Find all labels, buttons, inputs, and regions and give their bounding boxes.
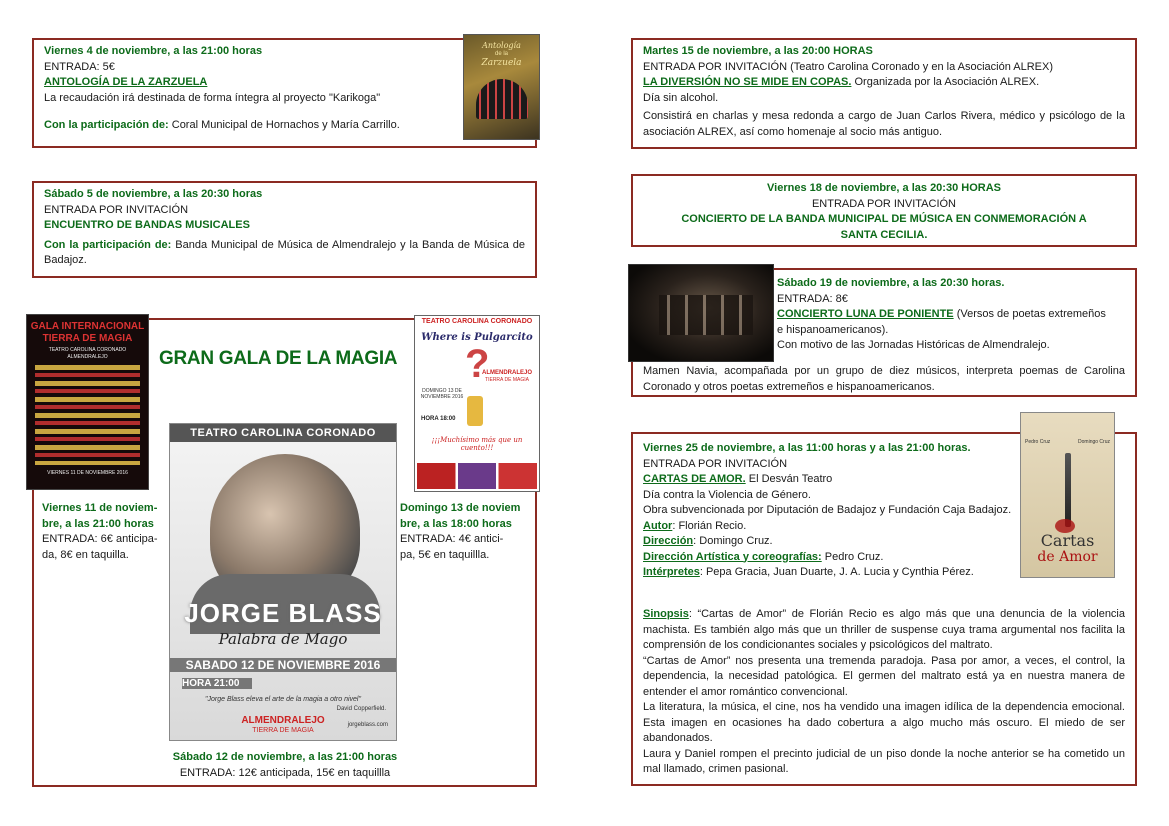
- event-title-line: [643, 472, 1015, 488]
- luna-details: [777, 276, 1129, 354]
- stage-performers: [659, 295, 753, 335]
- event-date-line2: bre, a las 21:00 horas: [42, 517, 154, 530]
- event-entry-line1: ENTRADA: 6€ anticipa-: [42, 533, 158, 545]
- event-title: CONCIERTO DE LA BANDA MUNICIPAL DE MÚSICA EN CONMEMORACIÓN A SANTA CECILIA.: [681, 213, 1087, 241]
- credit-director-label: Dirección: [643, 535, 694, 547]
- event-entry: ENTRADA: 5€: [44, 60, 115, 73]
- event-santa-cecilia: [631, 174, 1137, 247]
- zarzuela-poster-line1: Antología: [482, 41, 521, 50]
- cartas-synopsis: [643, 607, 1125, 778]
- event-title: ENCUENTRO DE BANDAS MUSICALES: [44, 219, 250, 231]
- cartas-poster-title2: de Amor: [1037, 549, 1098, 565]
- gala-poster-footer: VIERNES 11 DE NOVIEMBRE 2016: [47, 470, 128, 476]
- blass-poster-name: JORGE BLASS: [184, 598, 382, 628]
- zarzuela-poster-line3: Zarzuela: [481, 58, 522, 68]
- participation-label: Con la participación de:: [44, 119, 169, 131]
- question-mark-icon: ?: [465, 342, 490, 386]
- synopsis-text-4: Laura y Daniel rompen el precinto judicial de un piso donde la noche anterior se ha cometido un mal llamado, crimen pasional.: [643, 747, 1125, 775]
- event-entry: ENTRADA: 8€: [777, 292, 848, 305]
- event-bandas: [32, 181, 537, 278]
- credit-art: [643, 550, 1015, 566]
- event-participation: [44, 118, 525, 134]
- gala-poster-title1: GALA INTERNACIONAL: [30, 321, 145, 332]
- event-date: Martes 15 de noviembre, a las 20:00 HORAS: [643, 45, 873, 57]
- synopsis-label: Sinopsis: [643, 608, 689, 620]
- blass-poster-time: HORA 21:00: [182, 678, 252, 689]
- event-subtitle: (Versos de poetas extremeños: [956, 308, 1106, 320]
- credit-cast-label: Intérpretes: [643, 566, 700, 578]
- event-date-line1: Domingo 13 de noviem: [400, 502, 521, 514]
- event-title: CONCIERTO LUNA DE PONIENTE: [777, 308, 954, 320]
- concert-photo: [628, 264, 774, 362]
- pulg-poster-brand1: ALMENDRALEJO: [481, 370, 532, 376]
- event-date: Viernes 25 de noviembre, a las 11:00 horas y a las 21:00 horas.: [643, 442, 971, 454]
- event-entry-line2: da, 8€ en taquilla.: [42, 548, 129, 561]
- luna-description: Mamen Navia, acompañada por un grupo de diez músicos, interpreta poemas de Carolina Coronado y otros poetas extremeños e hispanoamericanos.: [643, 365, 1125, 393]
- blass-poster-brand1: ALMENDRALEJO: [241, 715, 325, 726]
- gala-poster-title2: TIERRA DE MAGIA: [42, 333, 133, 344]
- credit-author: [643, 519, 1015, 535]
- gala-poster-theatre: TEATRO CAROLINA CORONADO: [48, 347, 127, 353]
- participation-text: Coral Municipal de Hornachos y María Carrillo.: [171, 119, 400, 131]
- pulg-poster-title: Where is Pulgarcito: [421, 332, 533, 343]
- event-entry: ENTRADA POR INVITACIÓN: [44, 203, 189, 216]
- event-date-line1: Viernes 11 de noviem-: [42, 502, 158, 514]
- credit-director: [643, 534, 1015, 550]
- participation-text: Banda Municipal de Música de Almendralejo y la Banda de Música de Badajoz.: [44, 238, 526, 266]
- pulg-poster-brand2: TIERRA DE MAGIA: [485, 377, 529, 383]
- credit-cast: [643, 565, 1015, 581]
- event-entry: ENTRADA POR INVITACIÓN (Teatro Carolina Coronado y en la Asociación ALREX): [643, 60, 1054, 73]
- event-entry: ENTRADA: 12€ anticipada, 15€ en taquillla: [179, 766, 391, 779]
- blass-poster-subtitle: Palabra de Mago: [218, 630, 348, 648]
- pen-illustration: [1065, 453, 1071, 527]
- gala-poster: [26, 314, 149, 490]
- jorge-blass-poster: [169, 423, 397, 741]
- blass-poster-site: jorgeblass.com: [347, 722, 388, 728]
- synopsis-text-2: “Cartas de Amor” nos presenta una tremenda paradoja. Pasa por amor, a veces, el control, la dependencia, la necesidad patológica. El germen del maltrato está ya en nuestra manera de entender el amor romántico convencional.: [643, 654, 1125, 698]
- event-note: Día sin alcohol.: [643, 91, 719, 104]
- pulg-photo-strip: [417, 463, 537, 489]
- event-title: LA DIVERSIÓN NO SE MIDE EN COPAS.: [643, 76, 852, 88]
- event-entry-line2: pa, 5€ en taquillla.: [400, 548, 490, 561]
- cartas-poster: [1020, 412, 1115, 578]
- blass-poster-quote: "Jorge Blass eleva el arte de la magia a otro nivel": [205, 696, 361, 703]
- event-zarzuela: [32, 38, 537, 148]
- pulg-poster-time: HORA 18:00: [421, 416, 456, 422]
- credit-art-value: Pedro Cruz.: [824, 550, 884, 563]
- event-date: Sábado 19 de noviembre, a las 20:30 horas.: [777, 277, 1005, 289]
- event-description: Consistirá en charlas y mesa redonda a cargo de Juan Carlos Rivera, médico y psicólogo de la asociación ALREX, así como homenaje al socio más antiguo.: [643, 110, 1125, 138]
- blass-poster-date: SABADO 12 DE NOVIEMBRE 2016: [170, 658, 396, 672]
- event-gala-sunday: [400, 501, 536, 563]
- cartas-poster-name-right: Domingo Cruz: [1078, 439, 1110, 445]
- event-motive: Con motivo de las Jornadas Históricas de Almendralejo.: [777, 339, 1050, 351]
- blass-poster-brand2: TIERRA DE MAGIA: [252, 727, 314, 734]
- event-title: CARTAS DE AMOR.: [643, 473, 746, 485]
- event-subtitle-cont: e hispanoamericanos).: [777, 323, 889, 336]
- event-date: Sábado 12 de noviembre, a las 21:00 horas: [172, 751, 398, 763]
- event-date-line2: bre, a las 18:00 horas: [400, 517, 512, 530]
- event-date: Sábado 5 de noviembre, a las 20:30 horas: [44, 188, 263, 200]
- event-title-line: [777, 307, 1129, 323]
- pulgarcito-poster: [414, 315, 540, 492]
- synopsis-text-3: La literatura, la música, el cine, nos ha vendido una imagen idílica de la dependencia emocional. Esta imagen en ocasiones ha dado cobertura a algo mucho más oscuro. El miedo de ser abandonados.: [643, 701, 1125, 744]
- gala-poster-lineup: [35, 365, 140, 465]
- credit-art-label: Dirección Artística y coreografías:: [643, 550, 822, 563]
- event-title-line: [643, 75, 1125, 91]
- zarzuela-poster: [463, 34, 540, 140]
- gala-poster-town: ALMENDRALEJO: [67, 354, 108, 360]
- event-organizer: Organizada por la Asociación ALREX.: [854, 76, 1040, 88]
- magia-heading: GRAN GALA DE LA MAGIA: [159, 348, 398, 369]
- credit-director-value: : Domingo Cruz.: [693, 535, 773, 547]
- event-gala-friday: [42, 501, 172, 563]
- synopsis-text-1: : “Cartas de Amor” de Florián Recio es algo más que una denuncia de la violencia machista. Es también algo más que un thriller de suspense cuya trama argumental nos facilita la comprensión de los condicionantes sociales y psicológicos del maltrato.: [643, 608, 1125, 651]
- event-entry-line1: ENTRADA: 4€ antici-: [400, 533, 504, 545]
- cartas-header: [643, 441, 1015, 581]
- event-funding: Obra subvencionada por Diputación de Badajoz y Fundación Caja Badajoz.: [643, 504, 1012, 516]
- event-alrex: [631, 38, 1137, 149]
- zarzuela-poster-line2: de la: [494, 51, 508, 57]
- pulg-poster-slogan: ¡¡¡Muchísimo más que un cuento!!!: [431, 436, 523, 452]
- event-date: Viernes 18 de noviembre, a las 20:30 HORAS: [767, 182, 1001, 194]
- event-description: La recaudación irá destinada de forma íntegra al proyecto "Karikoga": [44, 91, 381, 104]
- event-date: Viernes 4 de noviembre, a las 21:00 horas: [44, 45, 263, 57]
- credit-author-value: : Florián Recio.: [672, 519, 747, 532]
- fan-illustration: [476, 79, 528, 119]
- pencil-character: [467, 396, 483, 426]
- event-day: Día contra la Violencia de Género.: [643, 488, 811, 501]
- credit-cast-value: : Pepa Gracia, Juan Duarte, J. A. Lucia y Cynthia Pérez.: [699, 566, 974, 578]
- pulg-poster-date: DOMINGO 13 DE NOVIEMBRE 2016: [420, 388, 464, 400]
- event-entry: ENTRADA POR INVITACIÓN: [643, 457, 788, 470]
- event-gala-saturday: [140, 750, 430, 781]
- event-participation: [44, 238, 525, 269]
- credit-author-label: Autor: [643, 519, 673, 532]
- event-title: ANTOLOGÍA DE LA ZARZUELA: [44, 76, 208, 88]
- cartas-poster-title1: Cartas: [1040, 531, 1095, 550]
- synopsis-p1: [643, 607, 1125, 654]
- blass-poster-quote-author: David Copperfield.: [336, 706, 386, 712]
- event-entry: ENTRADA POR INVITACIÓN: [811, 197, 957, 210]
- participation-label: Con la participación de:: [44, 238, 172, 251]
- event-company: El Desván Teatro: [748, 473, 833, 485]
- blass-poster-theatre: TEATRO CAROLINA CORONADO: [170, 424, 396, 442]
- pulg-poster-theatre: TEATRO CAROLINA CORONADO: [421, 318, 533, 325]
- cartas-poster-name-left: Pedro Cruz: [1025, 439, 1051, 445]
